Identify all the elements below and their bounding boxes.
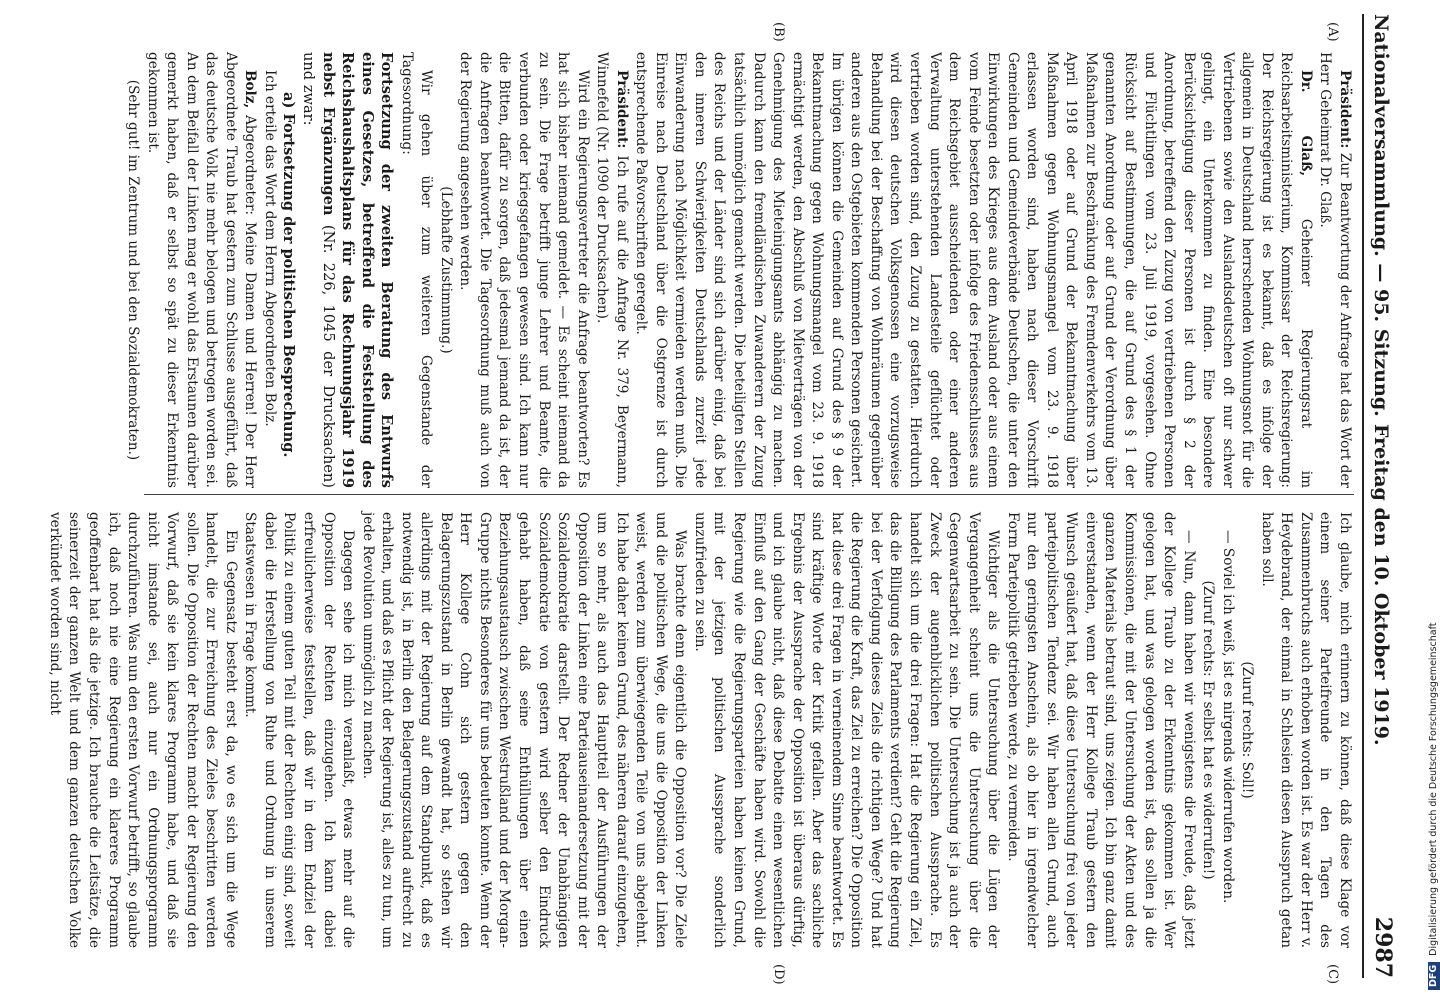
paragraph: — Soviel ich weiß, ist es nirgends widerrufen worden. bbox=[1219, 530, 1236, 904]
speech-text: Abgeordneter: Meine Damen und Herren! Der Herr Abgeordnete Traub hat gestern zum Schlusse ausgeführt, daß das deutsche Volk nie mehr belogen und betrogen worden sei. An dem Beifall der Linken mag er wohl das Erstaunen darüber gemerkt haben, daß er selbst so spät zu dieser Erkenntnis gekommen ist. bbox=[144, 52, 259, 488]
header-date: Freitag den 10. Oktober 1919. bbox=[1370, 424, 1392, 746]
paragraph bbox=[592, 52, 631, 488]
paragraph: Was brachte denn eigentlich die Opposition vor? Die Ziele und die politischen Wege, die uns die Opposition der Linken weist, werden zum überwiegenden Teile von uns abgelehnt. Ich habe daher keinen Grund, des näheren darauf einzugehen, um so mehr, als auch das Hauptteil der Ausführungen der Opposition der Linken eine Parteiauseinandersetzung mit der Sozialdemokratie darstellt. Der Redner der Unabhängigen Sozialdemokratie von gestern wird selber den Eindruck gehabt haben, daß seine Enthüllungen über einen Beziehungsaustausch zwischen Westrußland und der Morgan-Gruppe nichts Besonderes für uns bedeuten konnte. Wenn der Herr Kollege Cohn sich gestern gegen den Belagerungszustand in Berlin gewandt hat, so stehen wir allerdings mit der Regierung auf dem Standpunkt, daß es notwendig ist, in Berlin den Belagerungszustand aufrecht zu erhalten, und daß es Pflicht der Regierung ist, alles zu tun, um jede Revolution unmöglich zu machen. bbox=[359, 512, 689, 948]
margin-mark-b: (B) bbox=[771, 22, 786, 42]
interjection: (Zuruf rechts: Soll!) bbox=[1239, 661, 1256, 799]
margin-mark-d: (D) bbox=[771, 964, 786, 985]
speaker-name: Präsident: bbox=[613, 70, 630, 149]
dfg-note-text: Digitalisierung gefördert durch die Deutsche Forschungsgemeinschaft bbox=[1428, 622, 1439, 956]
paragraph: Wird ein Regierungsvertreter die Anfrage beantworten? Es hat sich bisher niemand gemeldet. — Es scheint niemand da zu sein. Die Frage betrifft junge Lehrer und Beamte, die verbunden oder kriegsgefangen gewesen sind. Ich kann nur die Bitten, dafür zu sorgen, daß jedesmal jemand da ist, der die Anfragen beantwortet. Die Tagesordnung muß auch von der Regierung angesehen werden. bbox=[457, 52, 591, 488]
paragraph bbox=[1315, 52, 1354, 488]
header-session: Nationalversammlung. — 95. Sitzung. bbox=[1370, 14, 1392, 417]
paragraph: Wir gehen über zum weiteren Gegenstande der Tagesordnung: bbox=[398, 52, 435, 488]
page-header bbox=[1362, 14, 1404, 978]
paragraph: Wichtiger als die Untersuchung über die Lügen der Vergangenheit scheint uns die Untersuchung über die Gegenwartsarbeit zu sein. Die Untersuchung ist ja auch der Zweck der augenblicklichen politischen Aussprache. Es handelt sich um die drei Fragen: Hat die Regierung ein Ziel, das die Billigung des Parlaments verdient? Geht die Regierung bei der Verfolgung dieses Ziels die richtigen Wege? Und hat die Regierung die Kraft, das Ziel zu erreichen? Die Opposition hat diese drei Fragen in verneinendem Sinne beantwortet. Es sind kräftige Worte der Kritik gefallen. Aber das sachliche Ergebnis der Aussprache der Opposition ist überaus dürftig, und ich glaube nicht, daß diese Debatte einen wesentlichen Einfluß auf den Gang der Geschäfte haben wird. Sowohl die Regierung wie die Regierungsparteien haben keinen Grund, mit der jetzigen politischen Aussprache sonderlich unzufrieden zu sein. bbox=[691, 512, 1002, 948]
speech-text: Zur Beantwortung der Anfrage hat das Wort der Herr Geheimrat Dr. Glaß. bbox=[1317, 52, 1353, 488]
paragraph: Dagegen sehe ich mich veranlaßt, etwas mehr auf die Opposition der Rechten einzugehen. Ich kann dabei erfreulicherweise feststellen, daß wir in dem Endziel der Politik zu einem guten Teil mit der Rechten einig sind, soweit dabei die Herstellung von Ruhe und Ordnung in unserem Staatswesen in Frage kommt. bbox=[242, 512, 357, 948]
speaker-name: Bolz, bbox=[242, 70, 259, 109]
speech-text: Ich rufe auf die Anfrage Nr. 379, Beyermann, Winnefeld (Nr. 1090 der Drucksachen). bbox=[594, 52, 630, 488]
digitization-note bbox=[1416, 10, 1439, 990]
page-number: 2987 bbox=[1370, 916, 1396, 978]
dfg-badge: DFG bbox=[1428, 962, 1440, 990]
text-column-right bbox=[46, 512, 1354, 948]
paragraph: — Nun, dann haben wir wenigstens die Freude, daß jetzt der Kollege Traub zu der Erkenntnis gekommen ist. Wer gelogen hat, und was gelogen worden ist, das sollen ja die Kommissionen, die mit der Untersuchung der Akten und des ganzen Materials betraut sind, uns zeigen. Ich bin ganz damit einverstanden, wenn der Herr Kollege Traub gestern den Wunsch geäußert hat, daß diese Untersuchung frei von jeder parteipolitischen Tendenz sei. Wir haben allen Grund, auch nur den geringsten Anschein, als ob hier in irgendwelcher Form Parteipolitik getrieben werde, zu vermeiden. bbox=[1004, 512, 1197, 948]
agenda-subheading: a) Fortsetzung der politischen Besprechung. bbox=[280, 92, 298, 458]
paragraph bbox=[142, 52, 259, 488]
agenda-heading bbox=[298, 52, 396, 488]
agenda-tail: (Nr. 226, 1045 der Drucksachen) und zwar: bbox=[300, 52, 337, 488]
column-divider bbox=[144, 494, 1354, 495]
paragraph: Ich glaube, mich erinnern zu können, daß diese Klage vor einem seiner Parteifreunde in den Tagen des Zusammenbruchs auch erhoben worden ist. Es war der Herr v. Heydebrand, der einmal in Schlesien diesen Ausspruch getan haben soll. bbox=[1258, 512, 1353, 948]
margin-mark-a: (A) bbox=[1325, 22, 1340, 42]
paragraph bbox=[631, 52, 1315, 488]
interjection: (Lebhafte Zustimmung.) bbox=[437, 186, 454, 354]
speaker-name: Dr. Glaß, bbox=[1297, 70, 1314, 177]
text-column-left bbox=[125, 52, 1354, 488]
speech-text: Geheimer Regierungsrat im Reichsarbeitsministerium, Kommissar der Reichsregierung: Der Reichsregierung ist es bekannt, daß es infolge der allgemein in Deutschland herrschenden Wohnungsnot für die Vertriebenen sowie den Auslandsdeutschen oft nur schwer gelingt, ein Unterkommen zu finden. Eine besondere Berücksichtigung dieser Personen ist durch § 2 der Anordnung, betreffend den Zuzug von vertriebenen Personen und Flüchtlingen vom 23. Juli 1919, vorgesehen. Ohne Rücksicht auf Bestimmungen, die auf Grund des § 1 der genannten Anordnung oder auf Grund der Verordnung über Maßnahmen zur Beschränkung des Fremdenverkehrs vom 13. April 1918 oder auf Grund der Bekanntmachung über Maßnahmen gegen Wohnungsmangel vom 23. 9. 1918 erlassen worden sind, haben nach dieser Vorschrift Gemeinden und Gemeindeverbände Deutschen, die unter den Einwirkungen des Krieges aus dem Ausland oder aus einem vom Feinde besetzten oder infolge des Friedensschlusses aus dem Reichsgebiet ausscheidenden oder einer anderen Verwaltung unterstehenden Landesteile geflüchtet oder vertrieben worden sind, den Zuzug zu gestatten. Hierdurch wird diesen deutschen Volksgenossen eine vorzugsweise Behandlung bei der Beschaffung von Wohnräumen gegenüber anderen aus den Ostgebieten kommenden Personen gesichert. Im übrigen können die Gemeinden auf Grund des § 9 der Bekanntmachung gegen Wohnungsmangel vom 23. 9. 1918 ermächtigt werden, den Abschluß von Mietverträgen von der Genehmigung des Mieteinigungsamts abhängig zu machen. Dadurch kann den fremdländischen Zuwanderern der Zuzug tatsächlich unmöglich gemacht werden. Die beteiligten Stellen des Reichs und der Länder sind sich darüber einig, daß bei den inneren Schwierigkeiten Deutschlands zurzeit jede Einwanderung nach Möglichkeit vermieden werden muß. Die Einreise nach Deutschland über die Ostgrenze ist durch entsprechende Paßvorschriften geregelt. bbox=[633, 52, 1314, 488]
interjection: (Zuruf rechts: Er selbst hat es widerrufen!) bbox=[1200, 580, 1217, 880]
margin-mark-c: (C) bbox=[1325, 964, 1340, 985]
speaker-name: Präsident: bbox=[1337, 70, 1353, 149]
agenda-title: Fortsetzung der zweiten Beratung des Entwurfs eines Gesetzes, betreffend die Feststellung des Reichshaushaltsplans für das Rechnungsjahr 1919 nebst Ergänzungen bbox=[319, 52, 396, 488]
paragraph: Ich erteile das Wort dem Herrn Abgeordneten Bolz. bbox=[261, 70, 278, 427]
paragraph: Ein Gegensatz besteht erst da, wo es sich um die Wege handelt, die zur Erreichung des Zieles beschritten werden sollen. Die Opposition der Rechten macht der Regierung den Vorwurf, daß sie kein klares Programm habe, und daß sie nicht imstande sei, auch nur ein Ordnungsprogramm durchzuführen. Was nun den ersten Vorwurf betrifft, so glaube ich, daß noch nie eine Regierung ein klareres Programm geoffenbart hat als die jetzige. Ich brauche die Leitsätze, die seinerzeit der ganzen Welt und dem ganzen deutschen Volke verkündet worden sind, nicht bbox=[46, 512, 239, 948]
interjection: (Sehr gut! im Zentrum und bei den Sozialdemokraten.) bbox=[125, 79, 142, 461]
